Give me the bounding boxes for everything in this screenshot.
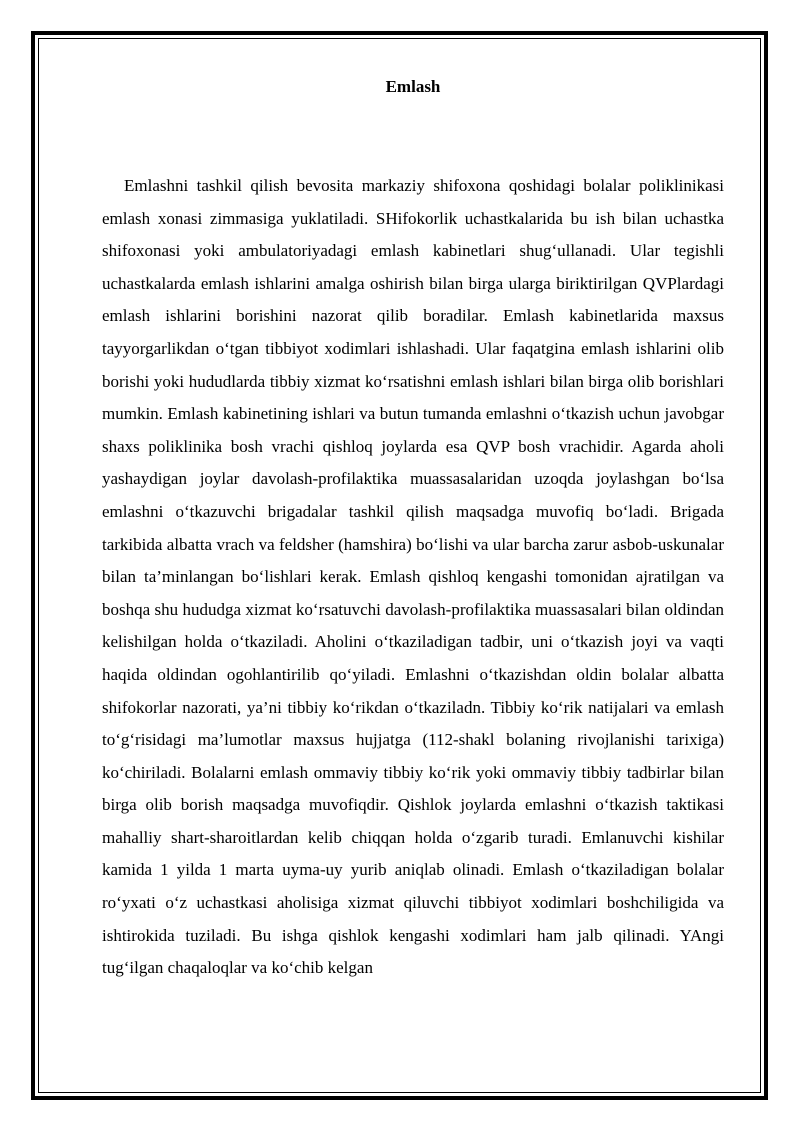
document-title: Emlash: [385, 77, 441, 96]
document-body-paragraph: Emlashni tashkil qilish bevosita markaziy shifoxona qoshidagi bolalar poliklinikasi emlash xonasi zimmasiga yuklatiladi. SHifokorlik uchastkalarida bu ish bilan uchastka shifoxonasi yoki ambulatoriyadagi emlash kabinetlari shug‘ullanadi. Ular tegishli uchastkalarda emlash ishlarini amalga oshirish bilan birga ularga biriktirilgan QVPlardagi emlash ishlarini borishini nazorat qilib boradilar. Emlash kabinetlarida maxsus tayyorgarlikdan o‘tgan tibbiyot xodimlari ishlashadi. Ular faqatgina emlash ishlarini olib borishi yoki hududlarda tibbiy xizmat ko‘rsatishni emlash ishlari bilan birga olib borishlari mumkin. Emlash kabinetining ishlari va butun tumanda emlashni o‘tkazish uchun javobgar shaxs poliklinika bosh vrachi qishloq joylarda esa QVP bosh vrachidir. Agarda aholi yashaydigan joylar davolash-profilaktika muassasalaridan uzoqda joylashgan bo‘lsa emlashni o‘tkazuvchi brigadalar tashkil qilish maqsadga muvofiq bo‘ladi. Brigada tarkibida albatta vrach va feldsher (hamshira) bo‘lishi va ular barcha zarur asbob-uskunalar bilan ta’minlangan bo‘lishlari kerak. Emlash qishloq kengashi tomonidan ajratilgan va boshqa shu hududga xizmat ko‘rsatuvchi davolash-profilaktika muassasalari bilan oldindan kelishilgan holda o‘tkaziladi. Aholini o‘tkaziladigan tadbir, uni o‘tkazish joyi va vaqti haqida oldindan ogohlantirilib qo‘yiladi. Emlashni o‘tkazishdan oldin bolalar albatta shifokorlar nazorati, ya’ni tibbiy ko‘rikdan o‘tkaziladn. Tibbiy ko‘rik natijalari va emlash to‘g‘risidagi ma’lumotlar maxsus hujjatga (112-shakl bolaning rivojlanishi tarixiga) ko‘chiriladi. Bolalarni emlash ommaviy tibbiy ko‘rik yoki ommaviy tibbiy tadbirlar bilan birga olib borish maqsadga muvofiqdir. Qishlok joylarda emlashni o‘tkazish taktikasi mahalliy shart-sharoitlardan kelib chiqqan holda o‘zgarib turadi. Emlanuvchi kishilar kamida 1 yilda 1 marta uyma-uy yurib aniqlab olinadi. Emlash o‘tkaziladigan bolalar ro‘yxati o‘z uchastkasi aholisiga xizmat qiluvchi tibbiyot xodimlari boshchiligida va ishtirokida tuziladi. Bu ishga qishlok kengashi xodimlari ham jalb qilinadi. YAngi tug‘ilgan chaqaloqlar va ko‘chib kelgan: [102, 176, 724, 978]
document-content: [102, 74, 724, 985]
